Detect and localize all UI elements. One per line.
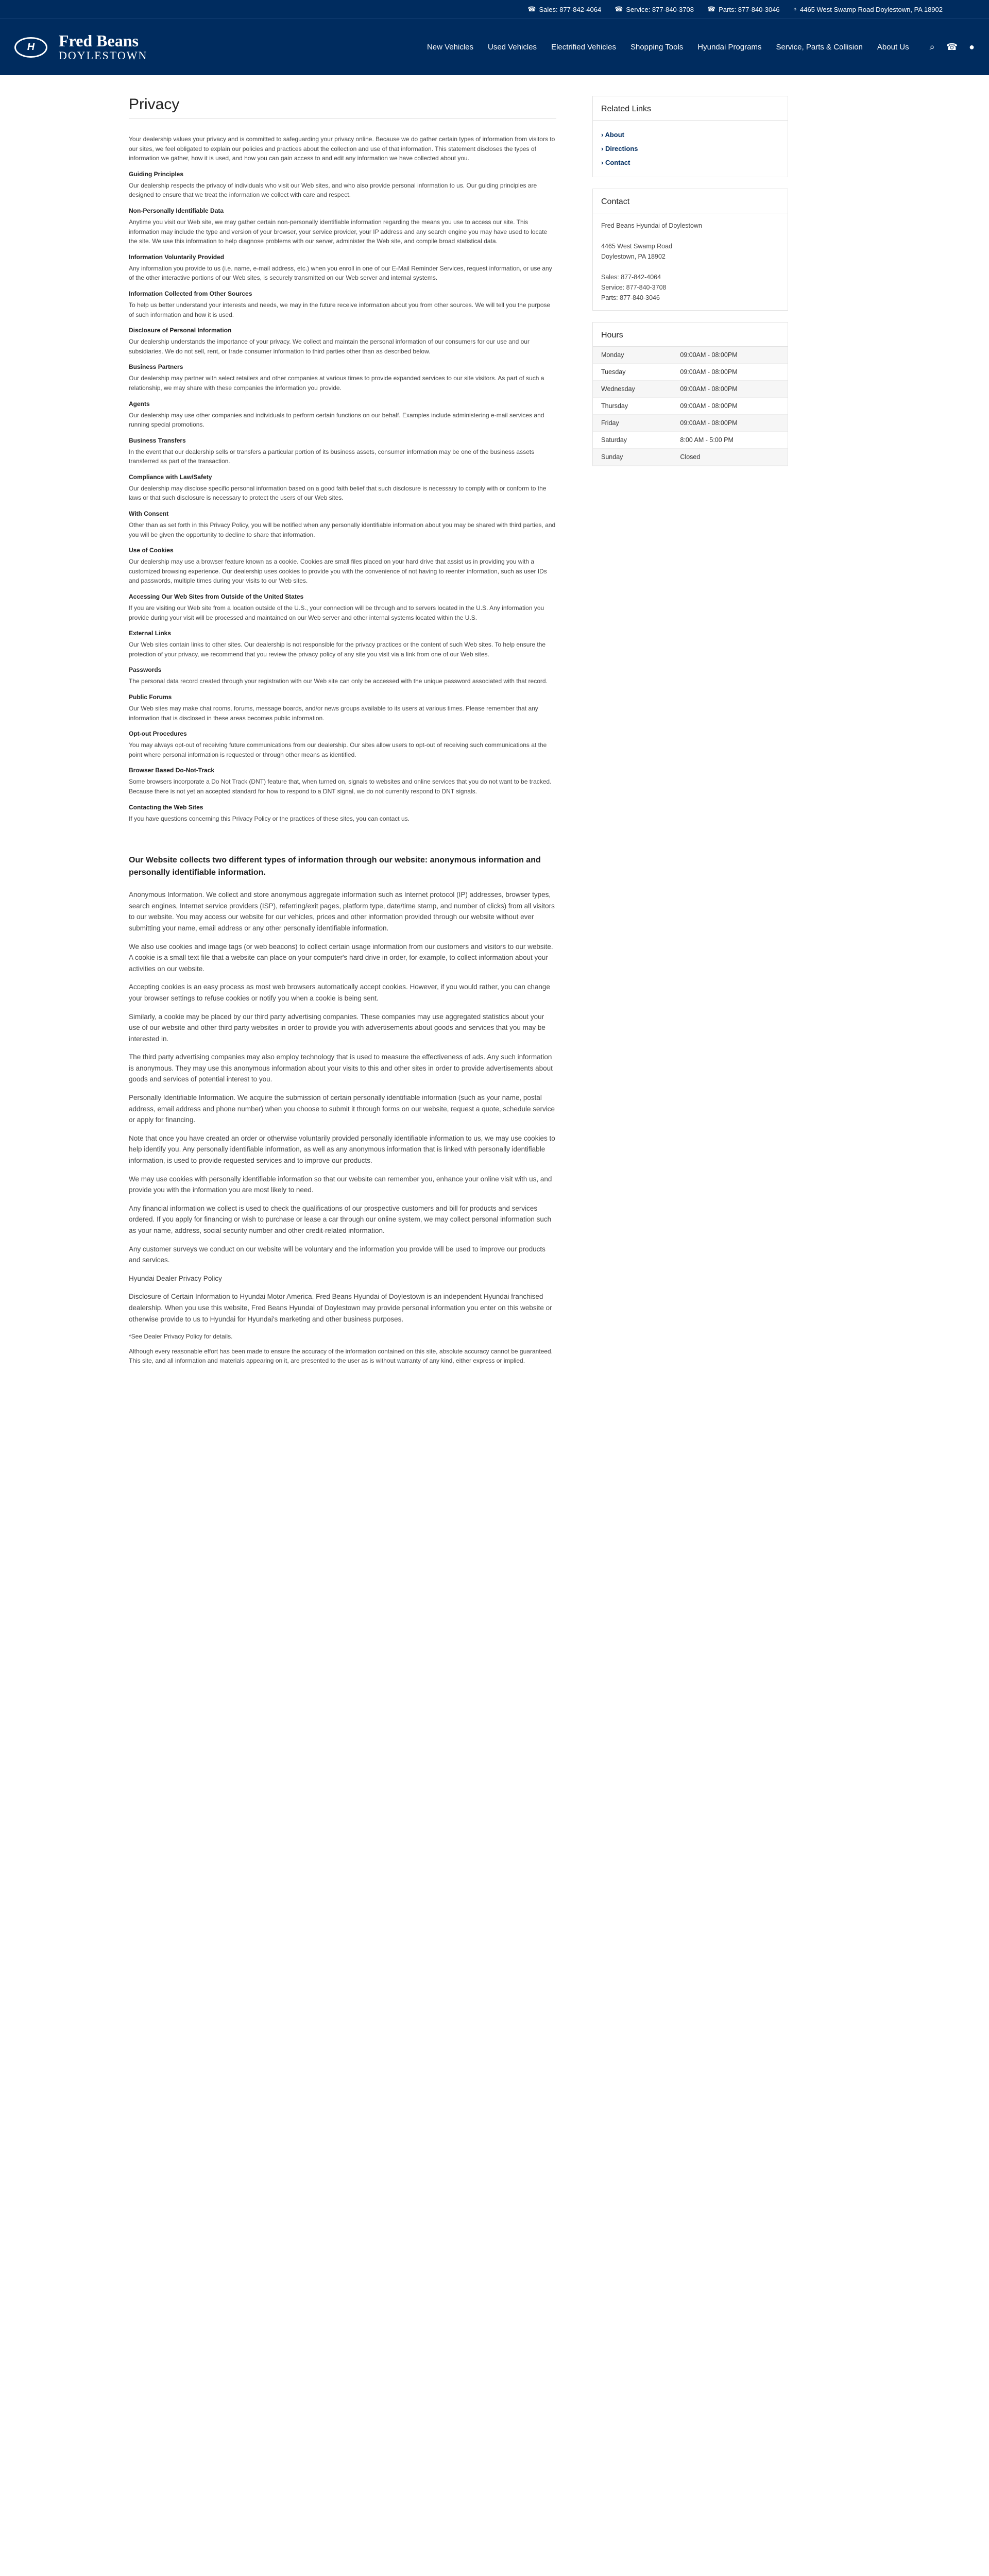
section-title: External Links <box>129 630 172 637</box>
main-nav <box>427 43 909 52</box>
section-title: Browser Based Do-Not-Track <box>129 767 215 774</box>
nav-programs[interactable]: Hyundai Programs <box>697 43 762 52</box>
privacy-content <box>129 75 556 1371</box>
collection-paragraph: Any financial information we collect is used to check the qualifications of our prospective customers and bill for products and services ordered. If you apply for financing or wish to purchase or lease a car through our online system, we may collect personal information such as your name, address, social security number and other credit-related information. <box>129 1204 552 1234</box>
collection-paragraph: Similarly, a cookie may be placed by our third party advertising companies. These companies may use aggregated statistics about your use of our website and other third party websites in order to provide you with advertisements about goods and services that you may be interested in. <box>129 1012 545 1043</box>
dealer-name-line2: DOYLESTOWN <box>59 48 148 62</box>
hours-day: Sunday <box>593 449 672 466</box>
service-phone-link[interactable]: ☎ Service: 877-840-3708 <box>615 5 694 13</box>
section-title: Business Transfers <box>129 436 186 444</box>
collection-paragraph: Any customer surveys we conduct on our website will be voluntary and the information you provide will be used to improve our products and services. <box>129 1245 545 1264</box>
nav-service[interactable]: Service, Parts & Collision <box>776 43 863 52</box>
section-title: Guiding Principles <box>129 170 184 178</box>
nav-about[interactable]: About Us <box>877 43 909 52</box>
section-title: Accessing Our Web Sites from Outside of the United States <box>129 593 304 601</box>
address-link[interactable]: ⌖ 4465 West Swamp Road Doylestown, PA 18902 <box>793 5 943 13</box>
page-title: Privacy <box>129 96 556 119</box>
parts-phone-text: Parts: 877-840-3046 <box>719 5 780 13</box>
hours-table <box>593 347 788 466</box>
link-directions-label: Directions <box>605 145 638 152</box>
collection-paragraph: We also use cookies and image tags (or web beacons) to collect certain usage information from our customers and visitors to our website. A cookie is a small text file that a website can place on your computer's hard drive in order, for example, to collect information about your activities on our website. <box>129 942 553 973</box>
section-text: If you are visiting our Web site from a location outside of the U.S., your connection will be through and to servers located in the U.S. Any information you provide during your visit will be processed and maintained on our Web server and other internal systems located within the U.S. <box>129 604 544 621</box>
hours-row <box>593 347 788 364</box>
link-about-label: About <box>605 131 625 139</box>
section-title: Public Forums <box>129 693 172 701</box>
hyundai-policy-heading: Hyundai Dealer Privacy Policy <box>129 1274 222 1282</box>
header-icons <box>930 42 975 53</box>
hours-time: 09:00AM - 08:00PM <box>672 398 788 415</box>
section-title: Compliance with Law/Safety <box>129 473 212 481</box>
hours-row <box>593 398 788 415</box>
user-icon[interactable]: ● <box>969 42 975 52</box>
contact-address <box>593 213 788 310</box>
contact-parts-phone[interactable]: Parts: 877-840-3046 <box>601 294 660 301</box>
section-text: Our Web sites contain links to other sites. Our dealership is not responsible for the privacy practices or the content of such Web sites. To help ensure the protection of your privacy, we recommend that you review the privacy policy of any site you visit via a link from one of our Web sites. <box>129 641 546 658</box>
fine-print: *See Dealer Privacy Policy for details. <box>129 1333 233 1341</box>
hours-row <box>593 449 788 466</box>
hours-day: Wednesday <box>593 381 672 398</box>
hours-title: Hours <box>593 323 788 347</box>
section-text: Our dealership may use other companies and individuals to perform certain functions on our behalf. Examples include administering e-mail services and running special promotions. <box>129 411 544 429</box>
nav-used-vehicles[interactable]: Used Vehicles <box>488 43 537 52</box>
sales-phone-link[interactable]: ☎ Sales: 877-842-4064 <box>527 5 602 13</box>
collection-paragraph: The third party advertising companies may also employ technology that is used to measure the effectiveness of ads. Any such information is anonymous. They may use this anonymous information about your visits to this and other sites in order to provide advertisements about goods and services of potential interest to you. <box>129 1053 553 1083</box>
collection-paragraph: Disclosure of Certain Information to Hyundai Motor America. Fred Beans Hyundai of Doylestown is an independent Hyundai franchised dealership. When you use this website, Fred Beans Hyundai of Doylestown may provide personal information you enter on this website or otherwise provide to us to Hyundai for Hyundai's marketing and other business purposes. <box>129 1293 552 1323</box>
hours-time: 09:00AM - 08:00PM <box>672 364 788 381</box>
contact-title: Contact <box>593 189 788 213</box>
section-title: Agents <box>129 400 150 408</box>
section-text: Our dealership may disclose specific personal information based on a good faith belief that such disclosure is necessary to comply with or conform to the laws or that such disclosure is necessary to protect the users of our Web sites. <box>129 484 547 502</box>
contact-line: 4465 West Swamp Road <box>601 243 673 250</box>
section-title: Use of Cookies <box>129 547 174 554</box>
section-title: Business Partners <box>129 363 183 371</box>
contact-card <box>592 189 788 311</box>
fine-print: Although every reasonable effort has been made to ensure the accuracy of the information contained on this site, absolute accuracy cannot be guaranteed. This site, and all information and materials appearing on it, are presented to the user as is without warranty of any kind, either express or implied. <box>129 1347 553 1365</box>
hours-day: Monday <box>593 347 672 364</box>
top-bar <box>0 0 989 19</box>
section-text: Our dealership respects the privacy of individuals who visit our Web sites, and who also provide personal information to us. Our guiding principles are designed to ensure that we treat the information we collect with care and respect. <box>129 181 537 199</box>
hours-time: 8:00 AM - 5:00 PM <box>672 432 788 449</box>
site-header <box>0 19 989 75</box>
collection-paragraph: We may use cookies with personally identifiable information so that our website can remember you, enhance your online visit with us, and provide you with the information you are most likely to need. <box>129 1175 552 1194</box>
dealer-logo[interactable] <box>14 32 147 62</box>
hours-time: 09:00AM - 08:00PM <box>672 381 788 398</box>
sidebar <box>592 75 788 1371</box>
main-area <box>0 75 989 1371</box>
section-text: You may always opt-out of receiving future communications from our dealership. Our sites allow users to opt-out of receiving such communications at the point where personal information is requested or through other means as identified. <box>129 741 547 758</box>
related-links-title: Related Links <box>593 96 788 121</box>
hours-day: Saturday <box>593 432 672 449</box>
section-title: Contacting the Web Sites <box>129 803 203 811</box>
hours-day: Friday <box>593 415 672 432</box>
section-title: Information Voluntarily Provided <box>129 253 225 261</box>
section-text: The personal data record created through your registration with our Web site can only be accessed with the unique password associated with that record. <box>129 677 548 685</box>
collection-paragraph: Note that once you have created an order or otherwise voluntarily provided personally identifiable information to us, we may use cookies to help identify you. Any personally identifiable information, as well as any anonymous information that is linked with personally identifiable information, is used to provide requested services and to improve our products. <box>129 1134 555 1165</box>
section-text: Our dealership may use a browser feature known as a cookie. Cookies are small files placed on your hard drive that assist us in providing you with a customized browsing experience. Our dealership uses cookies to provide you with the convenience of not having to reenter information, such as user IDs and passwords, multiple times during your visits to our Web sites. <box>129 558 547 585</box>
link-about[interactable]: › About <box>601 131 625 139</box>
hours-time: 09:00AM - 08:00PM <box>672 347 788 364</box>
hours-row <box>593 415 788 432</box>
link-contact-label: Contact <box>605 159 630 166</box>
service-phone-text: Service: 877-840-3708 <box>626 5 694 13</box>
nav-shopping-tools[interactable]: Shopping Tools <box>630 43 684 52</box>
dealer-name-line1: Fred Beans <box>59 31 139 50</box>
contact-sales-phone[interactable]: Sales: 877-842-4064 <box>601 274 661 281</box>
section-text: Any information you provide to us (i.e. name, e-mail address, etc.) when you enroll in one of our E-Mail Reminder Services, request information, or use any of the other interactive portions of our Web sites, is securely transmitted on our Web server and internal systems. <box>129 264 552 282</box>
section-text: To help us better understand your interests and needs, we may in the future receive information about you from other sources. We will tell you the purpose of such information and how it is used. <box>129 301 551 318</box>
section-text: In the event that our dealership sells or transfers a particular portion of its business assets, consumer information may be one of the business assets transferred as part of the transaction. <box>129 448 535 465</box>
section-text: Our dealership understands the importance of your privacy. We collect and maintain the personal information of our consumers for our use and our subsidiaries. We do not sell, rent, or trade consumer information to third parties other than as described below. <box>129 338 530 355</box>
dealer-name <box>59 32 147 62</box>
hours-day: Tuesday <box>593 364 672 381</box>
privacy-intro: Your dealership values your privacy and is committed to safeguarding your privacy online. Because we do gather certain types of information from visitors to our sites, we feel obligated to explain our policies and practices about the collection and use of that information. This statement discloses the types of information we gather, how it is used, and how you can gain access to and edit any information we have collected about you. <box>129 135 555 162</box>
section-text: If you have questions concerning this Privacy Policy or the practices of these sites, you can contact us. <box>129 815 410 822</box>
address-text: 4465 West Swamp Road Doylestown, PA 18902 <box>799 5 943 13</box>
contact-service-phone[interactable]: Service: 877-840-3708 <box>601 284 667 291</box>
section-title: Opt-out Procedures <box>129 730 187 738</box>
collection-intro: Our Website collects two different types of information through our website: anonymous information and personally identifiable information. <box>129 856 541 877</box>
link-contact[interactable]: › Contact <box>601 159 630 166</box>
search-icon[interactable]: ⌕ <box>929 42 935 52</box>
hours-day: Thursday <box>593 398 672 415</box>
hours-row <box>593 432 788 449</box>
hours-time: 09:00AM - 08:00PM <box>672 415 788 432</box>
hyundai-logo-icon: H <box>14 37 47 58</box>
related-links-card <box>592 96 788 177</box>
hours-card <box>592 322 788 466</box>
collection-paragraph: Personally Identifiable Information. We acquire the submission of certain personally identifiable information (such as your name, postal address, email address and phone number) when you choose to submit it through forms on our website, request a quote, schedule service or apply for financing. <box>129 1094 555 1124</box>
section-title: Disclosure of Personal Information <box>129 327 232 334</box>
hours-time: Closed <box>672 449 788 466</box>
nav-electrified[interactable]: Electrified Vehicles <box>551 43 616 52</box>
parts-phone-link[interactable]: ☎ Parts: 877-840-3046 <box>707 5 780 13</box>
sales-phone-text: Sales: 877-842-4064 <box>539 5 602 13</box>
section-title: Information Collected from Other Sources <box>129 290 252 297</box>
collection-paragraph: Anonymous Information. We collect and store anonymous aggregate information such as Internet protocol (IP) addresses, browser types, search engines, Internet service providers (ISP), referring/exit pages, platform type, date/time stamp, and number of clicks) from all visitors to our website. You may access our website for our vehicles, prices and other information provided through our website without ever submitting your name, email address or any other personally identifiable information. <box>129 891 555 932</box>
section-title: Non-Personally Identifiable Data <box>129 207 224 214</box>
nav-new-vehicles[interactable]: New Vehicles <box>427 43 473 52</box>
section-text: Anytime you visit our Web site, we may gather certain non-personally identifiable information regarding the means you use to access our site. This information may include the type and version of your browser, your service provider, your IP address and any search engine you may have used to locate the site. We use this information to help diagnose problems with our server, administer the Web site, and compile broad statistical data. <box>129 218 548 245</box>
section-text: Other than as set forth in this Privacy Policy, you will be notified when any personally identifiable information about you may be shared with third parties, and you will be given the opportunity to decline to share that information. <box>129 521 556 538</box>
hours-row <box>593 381 788 398</box>
link-directions[interactable]: › Directions <box>601 145 638 152</box>
hours-row <box>593 364 788 381</box>
section-text: Our Web sites may make chat rooms, forums, message boards, and/or news groups available to its users at various times. Please remember that any information that is disclosed in these areas becomes public information. <box>129 705 538 722</box>
section-text: Our dealership may partner with select retailers and other companies at various times to provide expanded services to our site visitors. As part of such a relationship, we may share with these companies the information you provide. <box>129 375 544 392</box>
section-title: With Consent <box>129 510 169 518</box>
collection-paragraph: Accepting cookies is an easy process as most web browsers automatically accept cookies. However, if you would rather, you can change your browser settings to refuse cookies or notify you when a cookie is being sent. <box>129 983 550 1002</box>
section-text: Some browsers incorporate a Do Not Track (DNT) feature that, when turned on, signals to websites and online services that you do not want to be tracked. Because there is not yet an accepted standard for how to respond to a DNT signal, we do not currently respond to DNT signals. <box>129 778 552 795</box>
contact-line: Fred Beans Hyundai of Doylestown <box>601 222 702 229</box>
phone-icon[interactable]: ☎ <box>946 42 958 52</box>
contact-line: Doylestown, PA 18902 <box>601 253 666 260</box>
section-title: Passwords <box>129 666 162 674</box>
